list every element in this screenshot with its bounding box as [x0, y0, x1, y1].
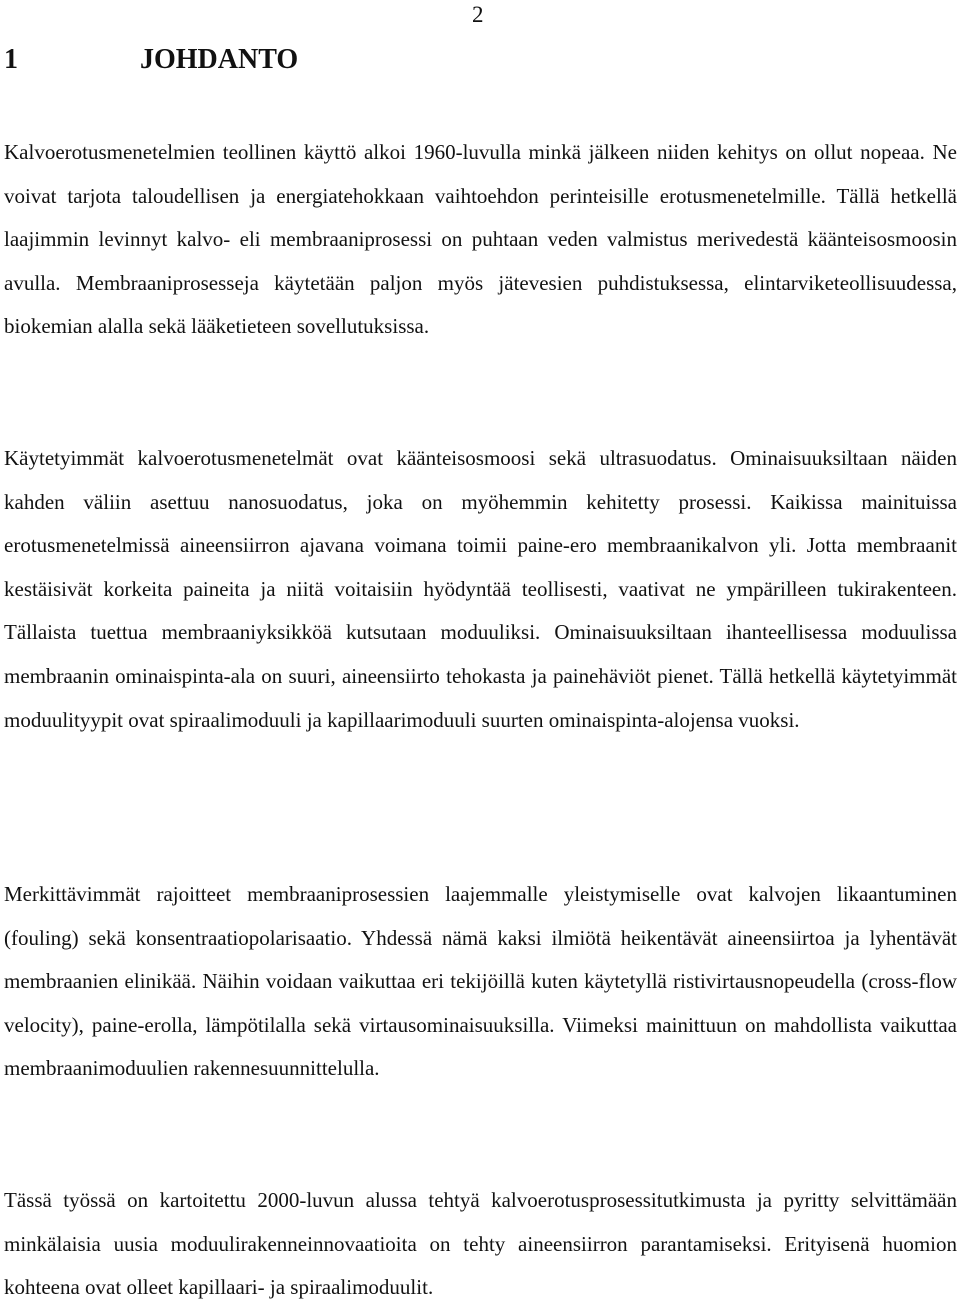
paragraph-methods: Käytetyimmät kalvoerotusmenetelmät ovat käänteisosmoosi sekä ultrasuodatus. Ominaisuuksiltaan näiden kahden väliin asettuu nanosuodatus, joka on myöhemmin kehitetty prosessi. Kaikissa mainituissa erotusmenetelmissä aineensiirron ajavana voimana toimii paine-ero membraanikalvon yli. Jotta membraanit kestäisivät korkeita paineita ja niitä voitaisiin hyödyntää teollisesti, vaativat ne ympärilleen tukirakenteen. Tällaista tuettua membraaniyksikköä kutsutaan moduuliksi. Ominaisuuksiltaan ihanteellisessa moduulissa membraanin ominaispinta-ala on suuri, aineensiirto tehokasta ja painehäviöt pienet. Tällä hetkellä käytetyimmät moduulityypit ovat spiraalimoduuli ja kapillaarimoduuli suurten ominaispinta-alojensa vuoksi.	[4, 446, 957, 732]
paragraph-intro: Kalvoerotusmenetelmien teollinen käyttö alkoi 1960-luvulla minkä jälkeen niiden kehitys on ollut nopeaa. Ne voivat tarjota taloudellisen ja energiatehokkaan vaihtoehdon perinteisille erotusmenetelmille. Tällä hetkellä laajimmin levinnyt kalvo- eli membraaniprosessi on puhtaan veden valmistus merivedestä käänteisosmoosin avulla. Membraaniprosesseja käytetään paljon myös jätevesien puhdistuksessa, elintarviketeollisuudessa, biokemian alalla sekä lääketieteen sovellutuksissa.	[4, 140, 957, 339]
chapter-title: JOHDANTO	[140, 44, 299, 75]
paragraph-limitations: Merkittävimmät rajoitteet membraaniprosessien laajemmalle yleistymiselle ovat kalvojen likaantuminen (fouling) sekä konsentraatiopolarisaatio. Yhdessä nämä kaksi ilmiötä heikentävät aineensiirtoa ja lyhentävät membraanien elinikää. Näihin voidaan vaikuttaa eri tekijöillä kuten käytetyllä ristivirtausnopeudella (cross-flow velocity), paine-erolla, lämpötilalla sekä virtausominaisuuksilla. Viimeksi mainittuun on mahdollista vaikuttaa membraanimoduulien rakennesuunnittelulla.	[4, 882, 957, 1081]
paragraph-scope: Tässä työssä on kartoitettu 2000-luvun alussa tehtyä kalvoerotusprosessitutkimusta ja pyritty selvittämään minkälaisia uusia moduulirakenneinnovaatioita on tehty aineensiirron parantamiseksi. Erityisenä huomion kohteena ovat olleet kapillaari- ja spiraalimoduulit.	[4, 1188, 957, 1300]
chapter-heading	[4, 43, 298, 77]
chapter-number: 1	[4, 44, 18, 75]
page-number: 2	[472, 2, 484, 27]
